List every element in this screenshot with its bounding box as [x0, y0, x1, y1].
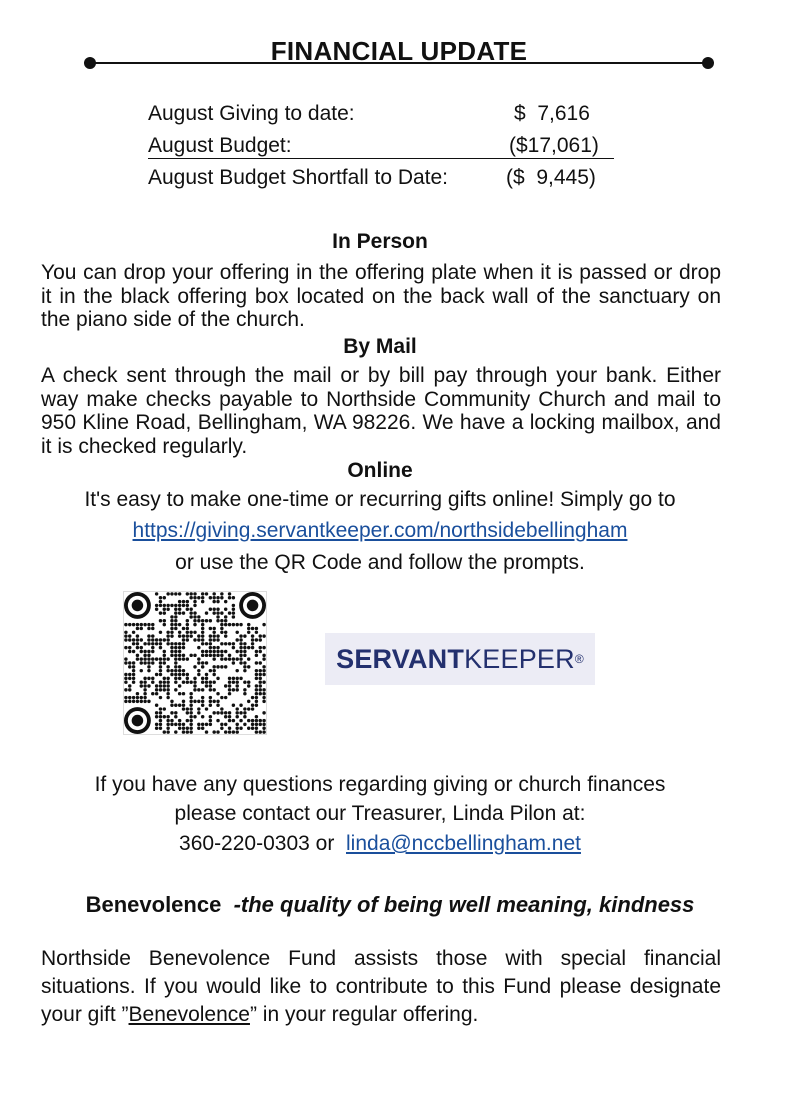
benevolence-text [41, 945, 721, 1029]
benevolence-definition: -the quality of being well meaning, kindness [233, 892, 695, 917]
contact-line-3 [0, 832, 760, 856]
finance-row-giving [148, 102, 628, 132]
benevolence-text-part: Northside Benevolence Fund assists those with special financial situations. If you would like to contribute to this Fund please designate your gift ” [41, 947, 721, 1026]
giving-link[interactable]: https://giving.servantkeeper.com/northsidebellingham [132, 519, 628, 542]
benevolence-term: Benevolence [85, 892, 222, 917]
benevolence-keyword: Benevolence [128, 1003, 250, 1026]
finance-row-shortfall [148, 166, 628, 196]
finance-value: ($ 9,445) [506, 166, 596, 189]
finance-value: $ 7,616 [514, 102, 590, 125]
logo-registered-mark: ® [574, 652, 584, 666]
finance-row-budget [148, 134, 614, 159]
online-heading: Online [347, 459, 413, 482]
online-intro: It's easy to make one-time or recurring gifts online! Simply go to [84, 488, 676, 511]
by-mail-heading: By Mail [343, 335, 417, 358]
online-outro: or use the QR Code and follow the prompts. [175, 551, 585, 574]
servantkeeper-logo [325, 633, 595, 685]
benevolence-text-part: ” in your regular offering. [249, 1003, 479, 1026]
in-person-text: You can drop your offering in the offering plate when it is passed or drop it in the black offering box located on the back wall of the sanctuary on the piano side of the church. [41, 261, 721, 331]
finance-label: August Giving to date: [148, 102, 355, 125]
treasurer-phone: 360-220-0303 or [179, 832, 335, 855]
logo-thin-text: KEEPER [464, 643, 575, 674]
treasurer-email-link[interactable]: linda@nccbellingham.net [346, 832, 581, 855]
benevolence-heading [80, 891, 700, 918]
contact-line-1: If you have any questions regarding giving or church finances [94, 773, 666, 796]
qr-code-image [123, 591, 267, 735]
by-mail-text: A check sent through the mail or by bill pay through your bank. Either way make checks payable to Northside Community Church and mail to 950 Kline Road, Bellingham, WA 98226. We have a locking mailbox, and it is checked regularly. [41, 364, 721, 458]
finance-label: August Budget: [148, 134, 292, 157]
page-title: FINANCIAL UPDATE [270, 36, 528, 66]
in-person-heading: In Person [332, 230, 428, 253]
finance-value: ($17,061) [509, 134, 599, 157]
contact-line-2: please contact our Treasurer, Linda Pilon at: [174, 802, 586, 825]
finance-summary [148, 100, 628, 200]
logo-bold-text: SERVANT [336, 643, 465, 674]
finance-label: August Budget Shortfall to Date: [148, 166, 449, 189]
online-link-wrap [0, 519, 760, 543]
title-banner [84, 34, 714, 74]
